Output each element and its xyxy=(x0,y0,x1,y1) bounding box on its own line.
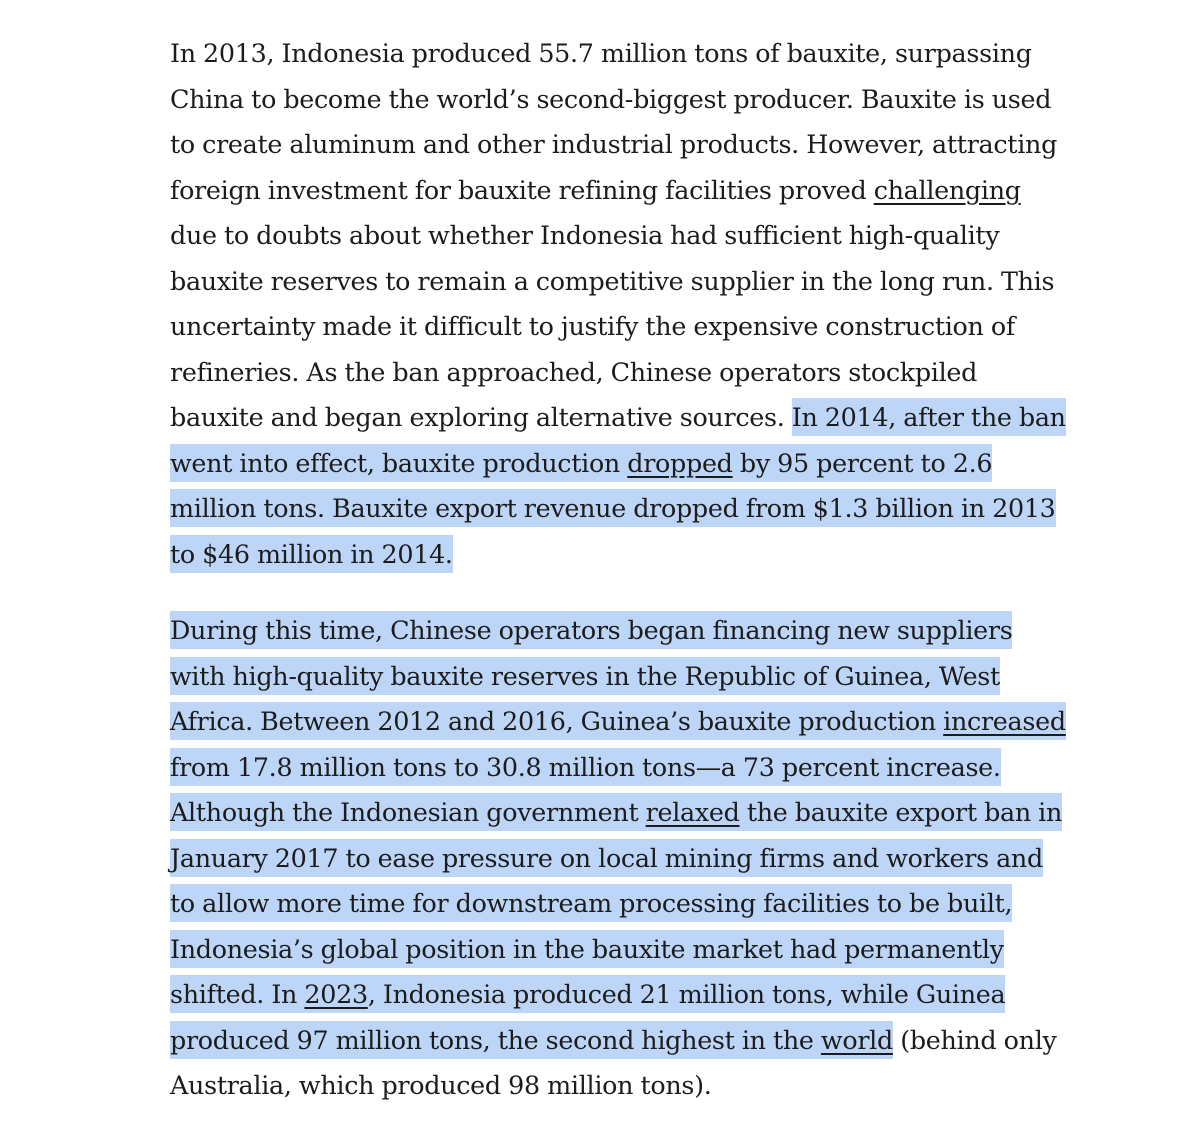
paragraph-1-text-a: In 2013, Indonesia produced 55.7 million tons of bauxite, surpassing China to become the world’s second-biggest producer. Bauxite is used to create aluminum and other industrial products. However, attracting foreign investment for bauxite refining facilities proved xyxy=(170,38,1058,205)
paragraph-1-text-b: due to doubts about whether Indonesia had sufficient high-quality bauxite reserves to remain a competitive supplier in the long run. This uncertainty made it difficult to justify the expensive construction of refineries. As the ban approached, Chinese operators stockpiled bauxite and began exploring alternative sources. xyxy=(170,220,1055,432)
paragraph-2-highlight-d: , Indonesia produced 21 million tons, while Guinea produced 97 million tons, the second highest in the xyxy=(170,979,1006,1055)
selection-highlight-2 xyxy=(170,611,1066,1059)
paragraph-2-highlight-b: from 17.8 million tons to 30.8 million tons—a 73 percent increase. Although the Indonesian government xyxy=(170,751,1001,827)
article-body xyxy=(170,31,1070,1109)
paragraph-2-text-a: (behind only Australia, which produced 98 million tons). xyxy=(170,1024,1057,1100)
link-challenging[interactable]: challenging xyxy=(873,174,1021,205)
link-2023[interactable]: 2023 xyxy=(304,979,368,1009)
paragraph-2 xyxy=(170,608,1070,1109)
link-increased[interactable]: increased xyxy=(943,706,1066,736)
paragraph-1-highlight-b: by 95 percent to 2.6 million tons. Bauxite export revenue dropped from $1.3 billion in 2013 to $46 million in 2014. xyxy=(170,447,1056,569)
paragraph-2-highlight-a: During this time, Chinese operators began financing new suppliers with high-quality bauxite reserves in the Republic of Guinea, West Africa. Between 2012 and 2016, Guinea’s bauxite production xyxy=(170,615,1013,736)
paragraph-1-highlight-a: In 2014, after the ban went into effect, bauxite production xyxy=(170,402,1066,478)
link-world[interactable]: world xyxy=(820,1024,893,1055)
paragraph-1 xyxy=(170,31,1070,577)
link-relaxed[interactable]: relaxed xyxy=(645,797,740,827)
paragraph-2-highlight-c: the bauxite export ban in January 2017 to ease pressure on local mining firms and workers and to allow more time for downstream processing facilities to be built, Indonesia’s global position in the bauxite market had permanently shifted. In xyxy=(170,797,1063,1009)
link-dropped[interactable]: dropped xyxy=(627,447,733,478)
